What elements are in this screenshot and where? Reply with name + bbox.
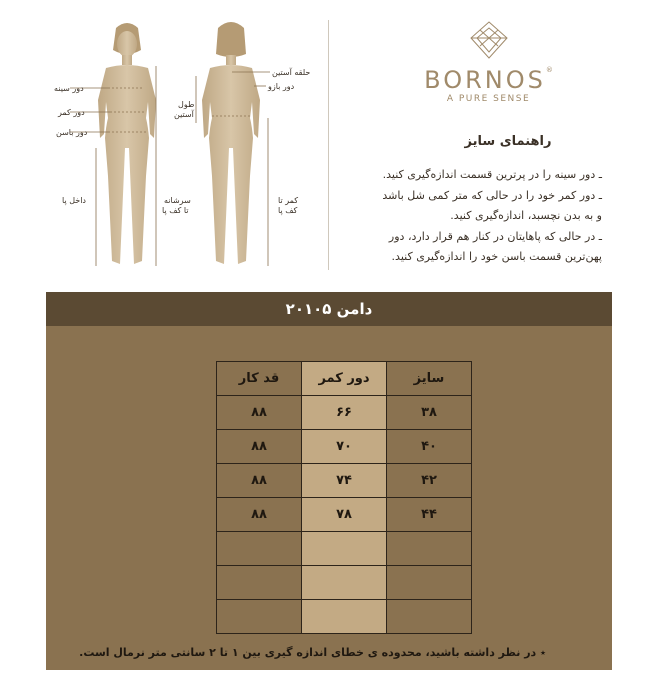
shoulder-to-floor-label-1: سرشانه	[164, 196, 191, 205]
cell-length: ۸۸	[217, 396, 302, 430]
cell-length	[217, 566, 302, 600]
waist-to-floor-label-1: کمر تا	[278, 196, 299, 205]
table-row	[217, 464, 472, 498]
table-row	[217, 396, 472, 430]
header-waist: دور کمر	[302, 362, 387, 396]
size-table-panel	[46, 326, 612, 670]
table-header-row	[217, 362, 472, 396]
front-body-figure	[98, 23, 156, 264]
instruction-line: پهن‌ترین قسمت باسن خود را اندازه‌گیری کنید.	[391, 250, 602, 263]
waist-label: دور کمر	[58, 108, 85, 117]
hip-label: دور باسن	[56, 128, 88, 137]
size-guide-instructions	[342, 165, 602, 268]
inseam-label: داخل پا	[62, 196, 86, 205]
table-row-empty	[217, 532, 472, 566]
arm-label: دور بازو	[268, 82, 295, 91]
header-length: قد کار	[217, 362, 302, 396]
cell-length	[217, 600, 302, 634]
cell-waist	[302, 600, 387, 634]
waist-to-floor-label-2: کف پا	[278, 206, 298, 215]
cell-waist: ۶۶	[302, 396, 387, 430]
cell-size: ۴۰	[387, 430, 472, 464]
instruction-line: و به بدن نچسبد، اندازه‌گیری کنید.	[450, 209, 602, 222]
diamond-logo-icon	[469, 20, 509, 60]
cell-waist: ۷۴	[302, 464, 387, 498]
instruction-line: ـ دور کمر خود را در حالی که متر کمی شل باشد	[382, 188, 602, 202]
cell-length	[217, 532, 302, 566]
chest-label: دور سینه	[54, 84, 84, 93]
size-guide-title: راهنمای سایز	[464, 134, 552, 149]
body-figures-illustration	[46, 8, 328, 278]
cell-size	[387, 566, 472, 600]
cell-size: ۴۲	[387, 464, 472, 498]
divider	[328, 20, 329, 270]
brand-block	[381, 16, 596, 104]
cell-length: ۸۸	[217, 430, 302, 464]
cell-length: ۸۸	[217, 498, 302, 532]
table-row	[217, 498, 472, 532]
brand-text: BORNOS	[424, 66, 546, 94]
brand-tagline: A PURE SENSE	[446, 94, 531, 104]
size-table	[216, 361, 472, 634]
table-row-empty	[217, 600, 472, 634]
table-row	[217, 430, 472, 464]
instruction-line: ـ دور سینه را در پرترین قسمت اندازه‌گیری کنید.	[382, 168, 602, 181]
cell-size	[387, 532, 472, 566]
brand-name: BORNOS®	[424, 66, 553, 94]
product-title-banner: دامن ۲۰۱۰۵	[46, 292, 612, 326]
sleeve-length-label-1: طول	[178, 100, 195, 109]
cell-size: ۳۸	[387, 396, 472, 430]
cell-waist	[302, 566, 387, 600]
header-size: سایز	[387, 362, 472, 396]
back-body-figure	[202, 22, 260, 264]
instruction-line: ـ در حالی که پاهایتان در کنار هم قرار دارد، دور	[388, 229, 602, 243]
shoulder-to-floor-label-2: تا کف پا	[162, 206, 189, 215]
cell-waist: ۷۸	[302, 498, 387, 532]
sleeve-length-label-2: آستین	[174, 110, 194, 119]
cell-size	[387, 600, 472, 634]
cell-waist	[302, 532, 387, 566]
cell-size: ۴۴	[387, 498, 472, 532]
size-guide-section	[46, 8, 612, 286]
armhole-label: حلقه آستین	[272, 68, 311, 77]
cell-waist: ۷۰	[302, 430, 387, 464]
cell-length: ۸۸	[217, 464, 302, 498]
measurement-footnote: ٭ در نظر داشته باشید، محدوده ی خطای اندازه گیری بین ۱ تا ۲ سانتی متر نرمال است.	[79, 646, 546, 659]
table-row-empty	[217, 566, 472, 600]
